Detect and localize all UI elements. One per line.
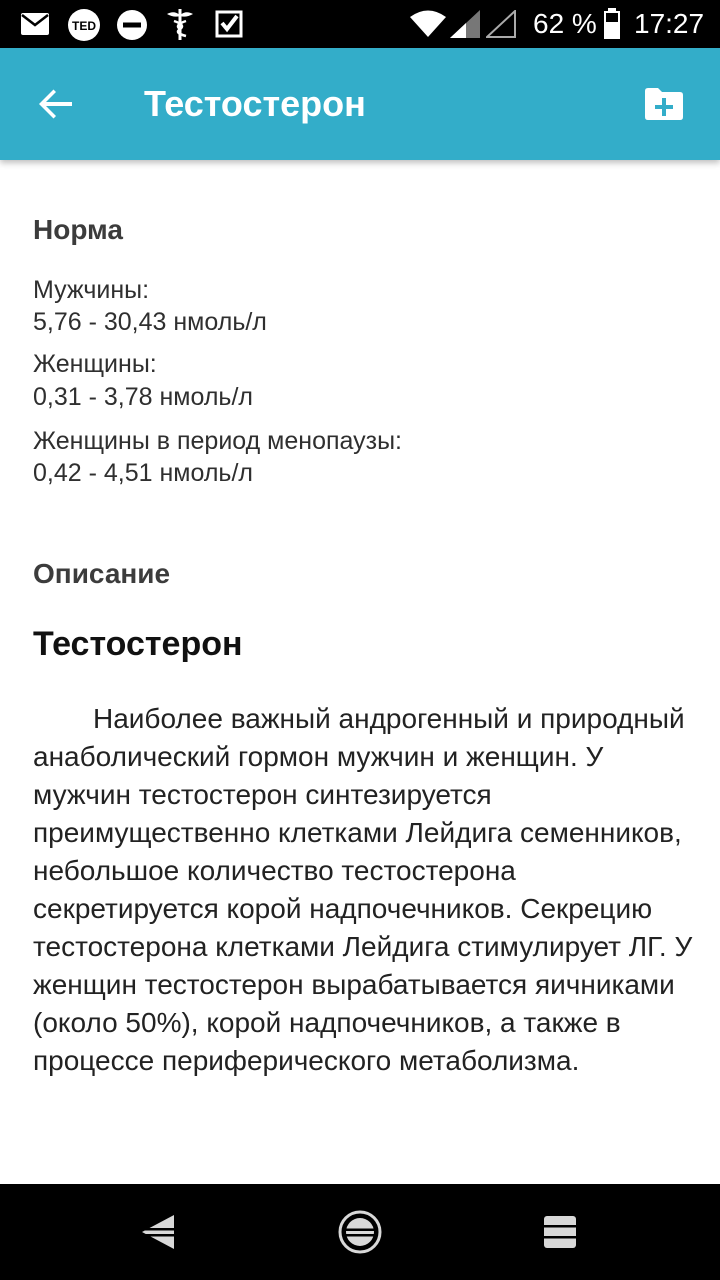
ted-icon [66, 8, 102, 47]
nav-recents-icon [542, 1214, 578, 1250]
nav-home-icon [337, 1209, 383, 1255]
norm-men-label: Мужчины: [33, 276, 150, 304]
nav-recents-button[interactable] [532, 1204, 588, 1260]
caduceus-icon [164, 6, 196, 47]
wifi-icon [410, 10, 446, 43]
navigation-bar [0, 1184, 720, 1280]
arrow-back-icon [38, 86, 74, 122]
add-to-folder-button[interactable] [630, 72, 698, 136]
norm-men-value: 5,76 - 30,43 нмоль/л [33, 308, 267, 336]
mail-icon [20, 12, 50, 41]
nav-back-button[interactable] [130, 1204, 186, 1260]
content-area[interactable] [0, 160, 720, 1184]
back-button[interactable] [24, 72, 88, 136]
norm-menopause-label: Женщины в период менопаузы: [33, 427, 403, 455]
norm-women-value: 0,31 - 3,78 нмоль/л [33, 383, 253, 411]
nav-back-icon [138, 1212, 178, 1252]
signal-empty-icon [486, 10, 516, 43]
description-title: Тестостерон [33, 625, 243, 663]
do-not-disturb-icon [116, 9, 148, 46]
app-bar [0, 48, 720, 160]
description-body: Наиболее важный андрогенный и природный анаболический гормон мужчин и женщин. У мужчин тестостерон синтезируется преимущественно клетками Лейдига семенников, небольшое количество тестостерона секретируется корой надпочечников. Секрецию тестостерона клетками Лейдига стимулирует ЛГ. У женщин тестостерон вырабатывается яичниками (около 50%), корой надпочечников, а также в процессе периферического метаболизма. [33, 703, 693, 1076]
clock: 17:27 [634, 8, 705, 39]
nav-home-button[interactable] [332, 1204, 388, 1260]
battery-icon [603, 8, 621, 45]
battery-percent: 62 % [533, 8, 597, 39]
page-title: Тестостерон [144, 83, 366, 124]
norm-menopause-value: 0,42 - 4,51 нмоль/л [33, 459, 253, 487]
status-bar [0, 0, 720, 48]
ted-label: TED [72, 19, 96, 33]
norm-heading: Норма [33, 214, 123, 245]
norm-women-label: Женщины: [33, 350, 157, 378]
folder-add-icon [643, 87, 685, 121]
signal-icon [450, 10, 480, 43]
description-heading: Описание [33, 558, 171, 589]
check-app-icon [214, 9, 244, 44]
